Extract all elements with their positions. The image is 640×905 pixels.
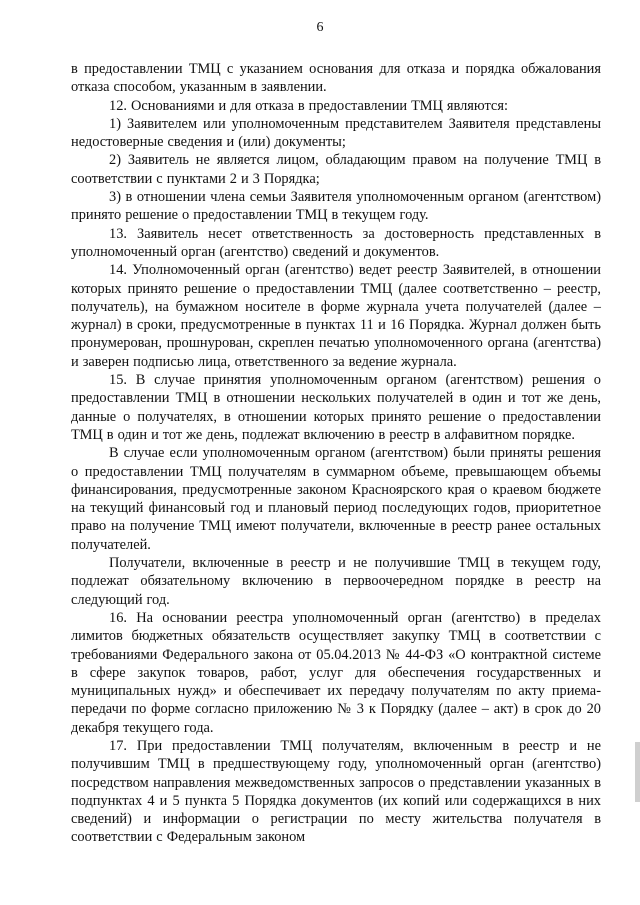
paragraph-12: 12. Основаниями и для отказа в предоставлении ТМЦ являются: — [109, 97, 508, 114]
paragraph-17: 17. При предоставлении ТМЦ получателям, включенным в реестр и не получившим ТМЦ в предшествующему году, уполномоченный орган (агентство) посредством направления межведомственных запросов о представлении указанных в подпунктах 4 и 5 пункта 5 Порядка документов (их копий или содержащихся в них сведений) и информации о регистрации по месту жительства получателя в соответствии с Федеральным законом — [71, 737, 601, 846]
paragraph-16: 16. На основании реестра уполномоченный орган (агентство) в пределах лимитов бюджетных обязательств осуществляет закупку ТМЦ в соответствии с требованиями Федерального закона от 05.04.2013 № 44-ФЗ «О контрактной системе в сфере закупок товаров, работ, услуг для обеспечения государственных и муниципальных нужд» и обеспечивает их передачу получателям по акту приема-передачи по форме согласно приложению № 3 к Порядку (далее – акт) в срок до 20 декабря текущего года. — [71, 609, 601, 736]
paragraph-14: 14. Уполномоченный орган (агентство) ведет реестр Заявителей, в отношении которых принято решение о предоставлении ТМЦ (далее соответственно – реестр, получатель), на бумажном носителе в форме журнала учета получателей (далее – журнал) в сроки, предусмотренные в пунктах 11 и 16 Порядка. Журнал должен быть пронумерован, прошнурован, скреплен печатью уполномоченного органа (агентства) и заверен подписью лица, ответственного за ведение журнала. — [71, 262, 601, 370]
scan-edge-mark — [635, 742, 640, 802]
paragraph-refusal-continuation: в предоставлении ТМЦ с указанием основания для отказа и порядка обжалования отказа способом, указанным в заявлении. — [71, 61, 601, 96]
paragraph-15: 15. В случае принятия уполномоченным органом (агентством) решения о предоставлении ТМЦ в отношении нескольких получателей в один и тот же день, данные о получателях, в отношении которых принято решение о предоставлении ТМЦ в один и тот же день, подлежат включению в реестр в алфавитном порядке. — [71, 372, 601, 443]
paragraph-12-item-3: 3) в отношении члена семьи Заявителя уполномоченным органом (агентством) принято решение о предоставлении ТМЦ в текущем году. — [71, 189, 601, 224]
paragraph-15-next-year: Получатели, включенные в реестр и не получившие ТМЦ в текущем году, подлежат обязательному включению в первоочередном порядке в реестр на следующий год. — [71, 555, 601, 608]
document-body — [71, 60, 601, 847]
paragraph-12-item-1: 1) Заявителем или уполномоченным представителем Заявителя представлены недостоверные сведения и (или) документы; — [71, 115, 601, 151]
paragraph-13: 13. Заявитель несет ответственность за достоверность представленных в уполномоченный орган (агентство) сведений и документов. — [71, 225, 601, 260]
page-number: 6 — [316, 20, 324, 35]
paragraph-12-item-2: 2) Заявитель не является лицом, обладающим правом на получение ТМЦ в соответствии с пунктами 2 и 3 Порядка; — [71, 152, 601, 187]
paragraph-15-priority: В случае если уполномоченным органом (агентством) были приняты решения о предоставлении ТМЦ получателям в суммарном объеме, превышающем объемы финансирования, предусмотренные законом Красноярского края о краевом бюджете на текущий финансовый год и плановый период последующих годов, приоритетное право на получение ТМЦ имеют получатели, включенные в реестр ранее остальных получателей. — [71, 445, 601, 553]
